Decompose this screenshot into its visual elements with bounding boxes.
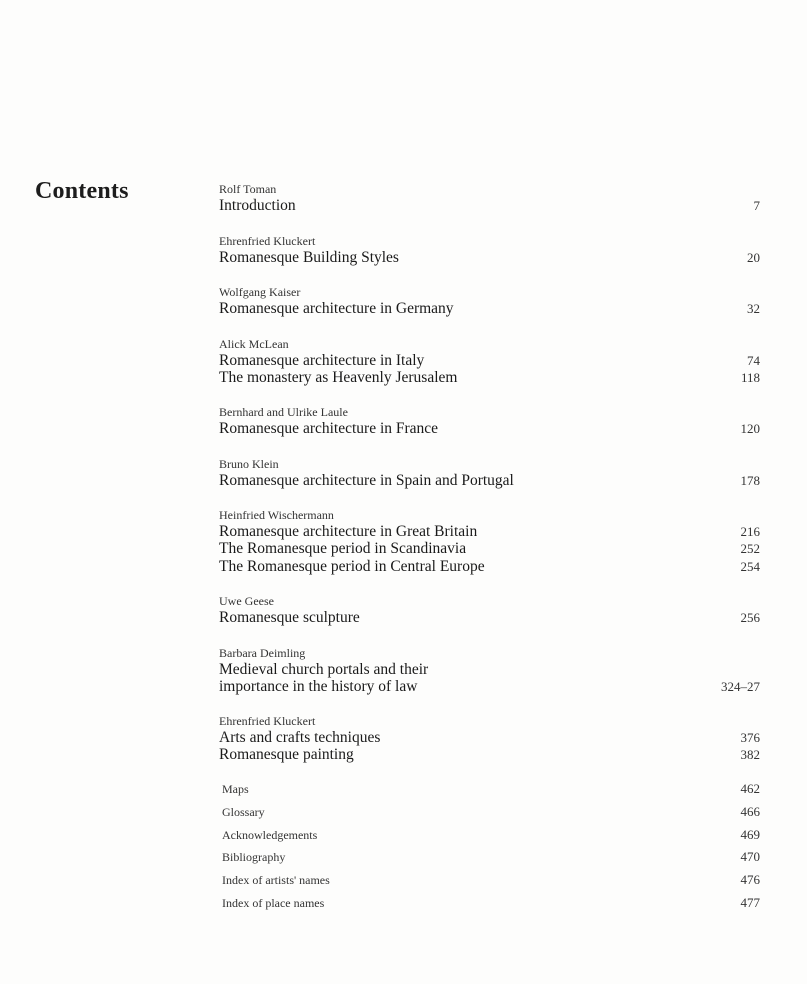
toc-entry[interactable] [219, 249, 760, 266]
toc-section [219, 337, 760, 406]
toc-entry[interactable] [219, 523, 760, 540]
section-author: Heinfried Wischermann [219, 508, 334, 522]
toc-entry[interactable] [219, 746, 760, 763]
appendix-item[interactable] [222, 872, 760, 895]
toc-entry[interactable] [219, 609, 760, 626]
appendix-page-number: 470 [740, 849, 760, 865]
toc-section [219, 405, 760, 457]
toc-section [219, 508, 760, 594]
toc-entry[interactable] [219, 420, 760, 437]
entry-page-number: 118 [740, 369, 760, 385]
section-author: Rolf Toman [219, 182, 277, 196]
toc-entry[interactable] [219, 729, 760, 746]
appendix-title: Bibliography [222, 850, 286, 865]
entry-title: Medieval church portals and their importance in the history of law [219, 660, 429, 695]
appendix-item[interactable] [222, 781, 760, 804]
entry-title: The Romanesque period in Central Europe [219, 557, 485, 575]
entry-title: Introduction [219, 197, 296, 214]
entry-page-number: 120 [740, 421, 760, 436]
toc-section [219, 234, 760, 286]
toc-entry[interactable] [219, 540, 760, 557]
section-author: Ehrenfried Kluckert [219, 714, 316, 728]
page-title: Contents [35, 178, 129, 204]
toc-entry[interactable] [219, 300, 760, 317]
appendix-title: Maps [222, 782, 249, 796]
section-author: Wolfgang Kaiser [219, 285, 301, 299]
toc-section [219, 594, 760, 646]
entry-title: Romanesque architecture in Germany [219, 300, 454, 317]
entry-page-number: 376 [740, 730, 760, 745]
entry-page-number: 324–27 [721, 678, 760, 694]
toc-section [219, 646, 760, 715]
entry-page-number: 216 [740, 524, 760, 539]
appendix-page-number: 462 [740, 781, 760, 796]
toc-entry[interactable] [219, 197, 760, 214]
section-author: Alick McLean [219, 336, 289, 351]
toc-entry[interactable] [219, 369, 760, 386]
section-author: Bruno Klein [219, 456, 279, 471]
entry-page-number: 74 [747, 352, 760, 368]
toc-section [219, 714, 760, 774]
toc-section [219, 182, 760, 234]
entry-title: Romanesque Building Styles [219, 248, 399, 266]
section-author: Bernhard and Ulrike Laule [219, 405, 348, 419]
entry-title: Romanesque painting [219, 746, 354, 764]
appendix-title: Glossary [222, 804, 265, 819]
appendix-item[interactable] [222, 895, 760, 918]
appendix-page-number: 469 [740, 826, 760, 842]
appendix-list [222, 781, 760, 918]
entry-page-number: 32 [747, 301, 760, 316]
toc-entry[interactable] [219, 472, 760, 489]
toc-section [219, 285, 760, 337]
toc-section [219, 457, 760, 509]
entry-title: The monastery as Heavenly Jerusalem [219, 368, 458, 386]
entry-page-number: 256 [740, 610, 760, 625]
entry-page-number: 254 [740, 558, 760, 574]
entry-page-number: 7 [753, 198, 760, 213]
section-author: Uwe Geese [219, 594, 274, 608]
entry-page-number: 252 [740, 541, 760, 557]
toc-entry[interactable] [219, 558, 760, 575]
appendix-page-number: 476 [740, 872, 760, 888]
entry-title: Romanesque architecture in Great Britain [219, 523, 478, 540]
appendix-item[interactable] [222, 827, 760, 850]
appendix-page-number: 477 [740, 894, 760, 910]
entry-title: Romanesque architecture in France [219, 420, 439, 437]
appendix-title: Index of artists' names [222, 873, 330, 888]
entry-title: The Romanesque period in Scandinavia [219, 540, 467, 558]
entry-page-number: 178 [740, 472, 760, 488]
entry-title: Romanesque architecture in Spain and Portugal [219, 471, 514, 489]
entry-title: Romanesque sculpture [219, 609, 360, 626]
entry-title: Arts and crafts techniques [219, 729, 381, 746]
appendix-title: Acknowledgements [222, 827, 318, 842]
appendix-item[interactable] [222, 804, 760, 827]
entry-page-number: 382 [740, 747, 760, 763]
appendix-page-number: 466 [740, 803, 760, 819]
entry-page-number: 20 [747, 249, 760, 265]
toc-entry[interactable] [219, 661, 760, 696]
appendix-item[interactable] [222, 849, 760, 872]
table-of-contents [219, 182, 760, 774]
section-author: Ehrenfried Kluckert [219, 233, 316, 248]
appendix-title: Index of place names [222, 895, 325, 910]
entry-title: Romanesque architecture in Italy [219, 351, 425, 369]
toc-entry[interactable] [219, 352, 760, 369]
section-author: Barbara Deimling [219, 645, 306, 660]
